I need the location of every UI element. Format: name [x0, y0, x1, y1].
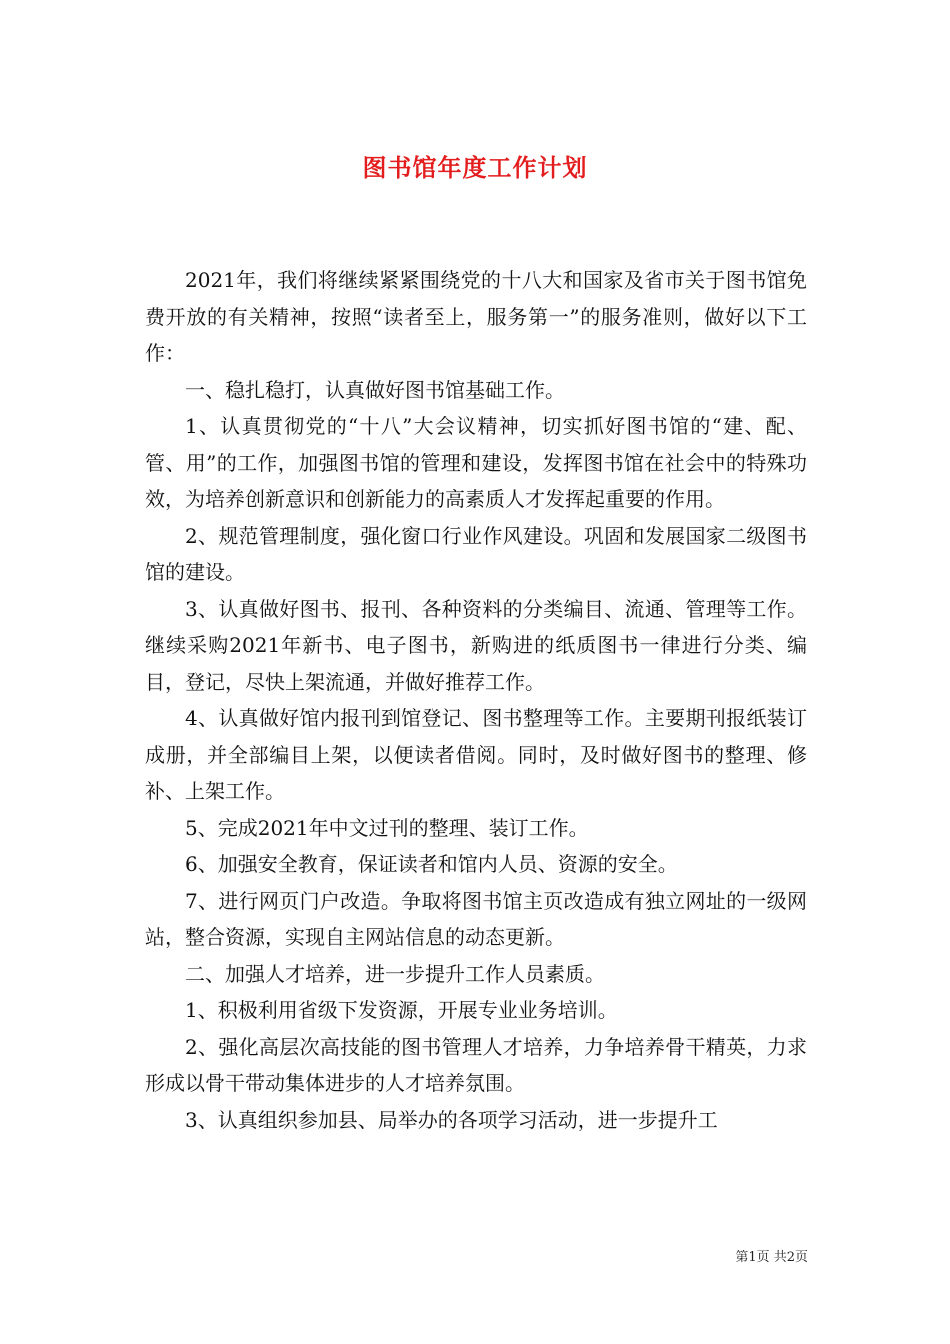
- page-number-footer: 第1页 共2页: [735, 1250, 808, 1265]
- paragraph-item: 6、加强安全教育，保证读者和馆内人员、资源的安全。: [185, 852, 678, 876]
- document-body: [145, 262, 807, 1138]
- paragraph-item: 7、进行网页门户改造。争取将图书馆主页改造成有独立网址的一级网站，整合资源，实现自主网站信息的动态更新。: [145, 888, 807, 949]
- section-heading-1: 一、稳扎稳打，认真做好图书馆基础工作。: [185, 377, 565, 402]
- paragraph-item: 4、认真做好馆内报刊到馆登记、图书整理等工作。主要期刊报纸装订成册，并全部编目上架，以便读者借阅。同时，及时做好图书的整理、修补、上架工作。: [145, 706, 807, 803]
- paragraph-item: 2、强化高层次高技能的图书管理人才培养，力争培养骨干精英，力求形成以骨干带动集体进步的人才培养氛围。: [145, 1034, 807, 1095]
- section-heading-2: 二、加强人才培养，进一步提升工作人员素质。: [185, 961, 605, 986]
- paragraph-item: 3、认真做好图书、报刊、各种资料的分类编目、流通、管理等工作。继续采购2021年新书、电子图书，新购进的纸质图书一律进行分类、编目，登记，尽快上架流通，并做好推荐工作。: [145, 596, 807, 694]
- paragraph-item: 1、认真贯彻党的“十八”大会议精神，切实抓好图书馆的“建、配、管、用”的工作，加强图书馆的管理和建设，发挥图书馆在社会中的特殊功效，为培养创新意识和创新能力的高素质人才发挥起重要的作用。: [145, 414, 807, 511]
- paragraph-item: 5、完成2021年中文过刊的整理、装订工作。: [185, 815, 589, 840]
- paragraph-item: 2、规范管理制度，强化窗口行业作风建设。巩固和发展国家二级图书馆的建设。: [145, 523, 807, 584]
- document-title: 图书馆年度工作计划: [362, 153, 588, 183]
- paragraph-intro: 2021年，我们将继续紧紧围绕党的十八大和国家及省市关于图书馆免费开放的有关精神，按照“读者至上，服务第一”的服务准则，做好以下工作：: [145, 268, 807, 365]
- paragraph-item: 1、积极利用省级下发资源，开展专业业务培训。: [185, 998, 618, 1022]
- paragraph-item: 3、认真组织参加县、局举办的各项学习活动，进一步提升工: [185, 1107, 718, 1132]
